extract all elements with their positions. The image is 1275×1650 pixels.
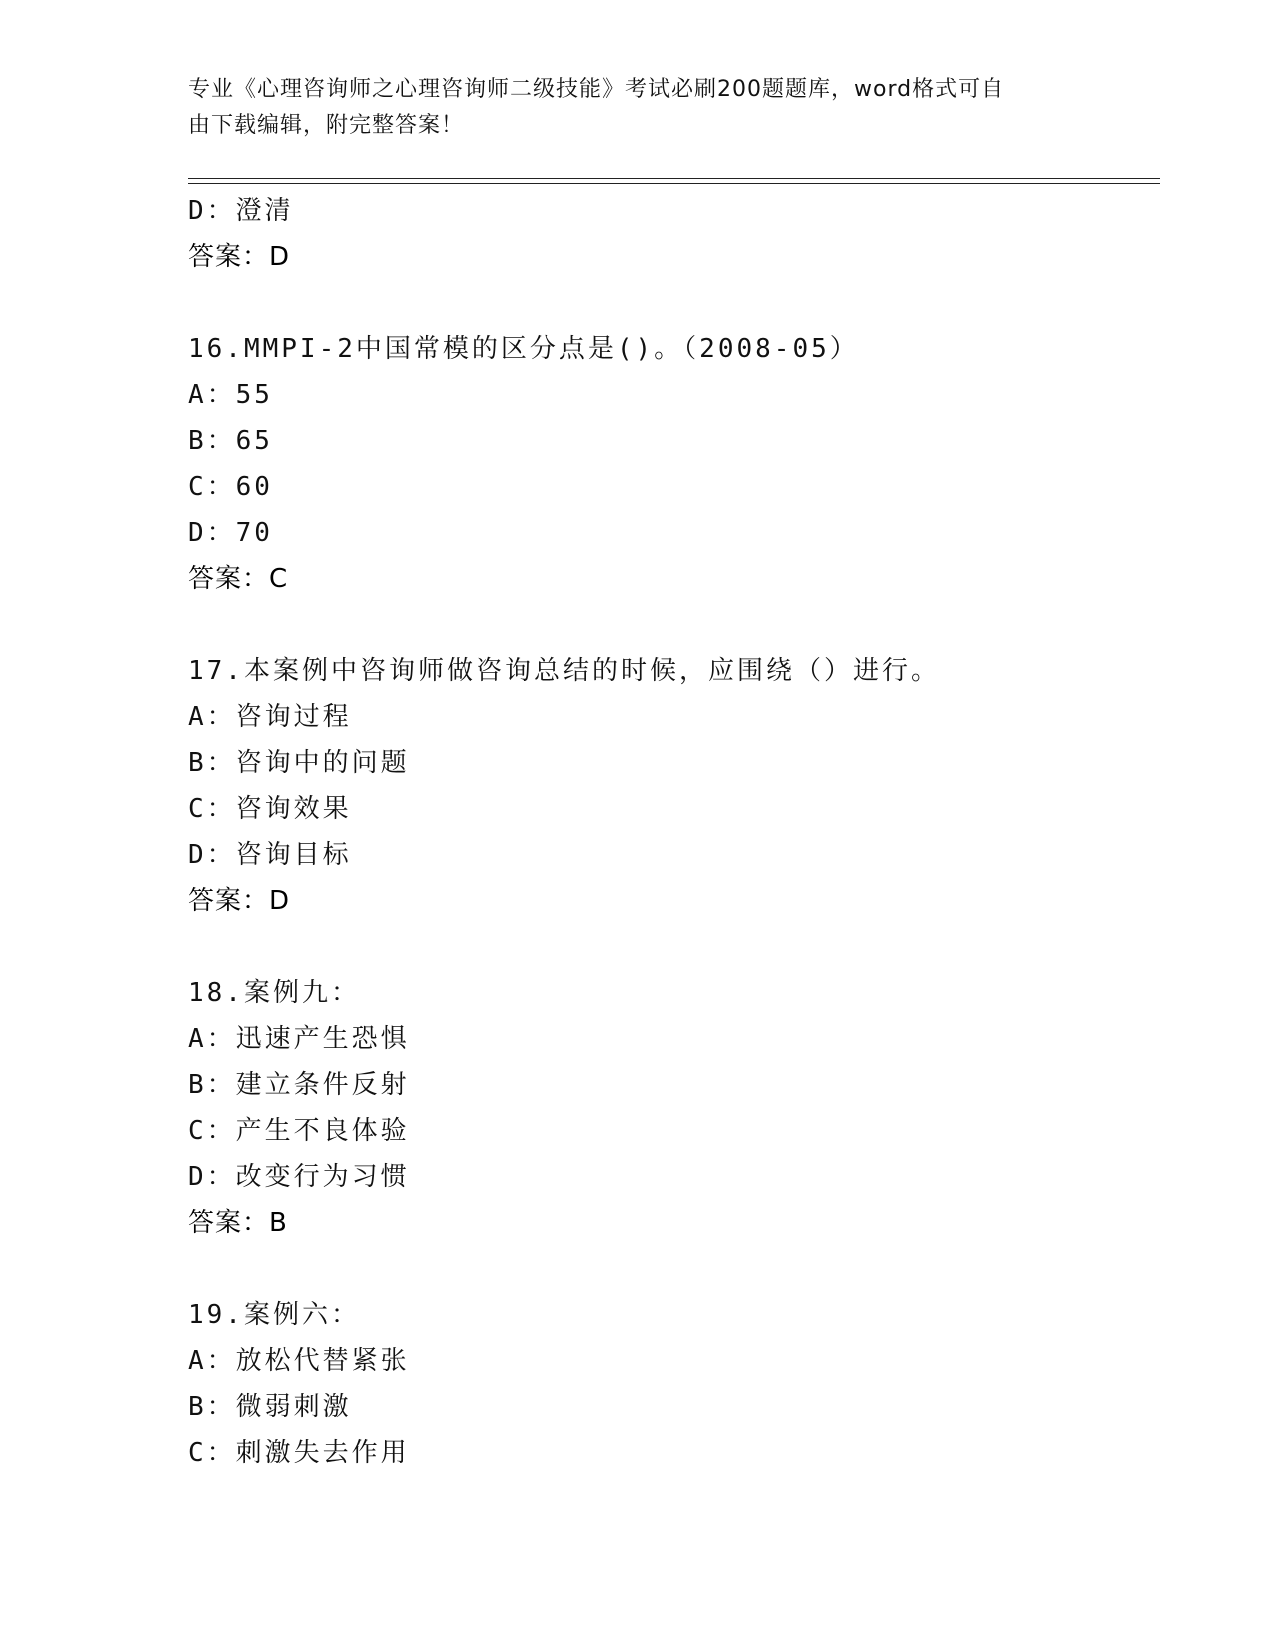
- option-b: B：咨询中的问题: [188, 748, 410, 778]
- option-d: D：澄清: [188, 196, 294, 226]
- header-line-1: 专业《心理咨询师之心理咨询师二级技能》考试必刷200题题库，word格式可自: [188, 77, 1005, 102]
- option-b: B：65: [188, 426, 273, 456]
- spacer: [188, 280, 1148, 326]
- question-list: [188, 188, 1148, 1476]
- option-a: A：55: [188, 380, 273, 410]
- answer-line: 答案：D: [188, 886, 291, 916]
- question-stem: 16.MMPI-2中国常模的区分点是()。（2008-05）: [188, 334, 859, 364]
- header-divider-top: [188, 178, 1160, 179]
- question-block-18: [188, 970, 1148, 1246]
- option-a: A：放松代替紧张: [188, 1346, 410, 1376]
- option-a: A：咨询过程: [188, 702, 352, 732]
- option-d: D：咨询目标: [188, 840, 352, 870]
- option-d: D：改变行为习惯: [188, 1162, 410, 1192]
- option-c: C：咨询效果: [188, 794, 352, 824]
- header-divider-bottom: [188, 183, 1160, 184]
- question-stem: 19.案例六：: [188, 1300, 360, 1330]
- option-c: C：刺激失去作用: [188, 1438, 410, 1468]
- answer-line: 答案：D: [188, 242, 291, 272]
- answer-line: 答案：B: [188, 1208, 288, 1238]
- spacer: [188, 1246, 1148, 1292]
- option-b: B：微弱刺激: [188, 1392, 352, 1422]
- answer-line: 答案：C: [188, 564, 289, 594]
- option-b: B：建立条件反射: [188, 1070, 410, 1100]
- question-block-19: [188, 1292, 1148, 1476]
- question-block-17: [188, 648, 1148, 924]
- option-a: A：迅速产生恐惧: [188, 1024, 410, 1054]
- document-header: [188, 72, 1068, 144]
- header-line-2: 由下载编辑，附完整答案！: [188, 113, 465, 138]
- option-d: D：70: [188, 518, 273, 548]
- option-c: C：产生不良体验: [188, 1116, 410, 1146]
- question-block-16: [188, 326, 1148, 602]
- spacer: [188, 602, 1148, 648]
- option-c: C：60: [188, 472, 273, 502]
- spacer: [188, 924, 1148, 970]
- question-stem: 17.本案例中咨询师做咨询总结的时候，应围绕（）进行。: [188, 656, 940, 686]
- question-stem: 18.案例九：: [188, 978, 360, 1008]
